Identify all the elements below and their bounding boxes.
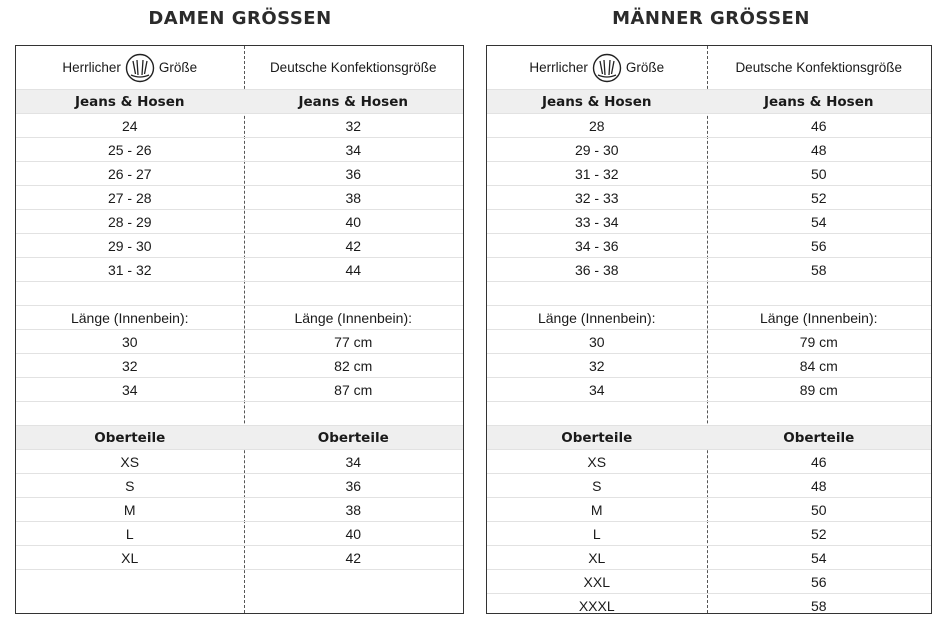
cell-deutsche: Länge (Innenbein): <box>759 309 878 326</box>
cell-herrlicher: 32 <box>121 357 138 374</box>
table-header-row <box>487 46 931 90</box>
cell-herrlicher: Oberteile <box>94 429 166 446</box>
cell-deutsche: 87 cm <box>334 381 373 398</box>
cell-deutsche: 46 <box>810 117 827 134</box>
table-row <box>487 210 931 234</box>
cell-herrlicher: XXL <box>583 573 610 590</box>
cell-deutsche: 89 cm <box>799 381 838 398</box>
cell-deutsche <box>243 570 463 594</box>
table-row <box>16 378 463 402</box>
cell-deutsche: 50 <box>810 165 827 182</box>
empty-row <box>16 282 463 306</box>
cell-deutsche: 48 <box>810 141 827 158</box>
cell-herrlicher: Jeans & Hosen <box>75 93 185 110</box>
cell-herrlicher: 26 - 27 <box>107 165 152 182</box>
cell-herrlicher: 28 <box>588 117 605 134</box>
cell-herrlicher: XS <box>587 453 607 470</box>
cell-deutsche: 58 <box>810 598 827 614</box>
cell-deutsche: Oberteile <box>317 429 389 446</box>
cell-deutsche: 40 <box>345 525 362 542</box>
table-row <box>16 258 463 282</box>
table-row <box>487 546 931 570</box>
cell-herrlicher: 31 - 32 <box>574 165 619 182</box>
damen-size-table <box>15 45 464 614</box>
table-row <box>487 330 931 354</box>
cell-herrlicher <box>487 402 707 425</box>
table-row <box>487 474 931 498</box>
cell-deutsche: 34 <box>345 453 362 470</box>
cell-herrlicher: Länge (Innenbein): <box>70 309 189 326</box>
cell-herrlicher <box>16 282 243 305</box>
herrlicher-logo-icon <box>592 53 622 83</box>
cell-deutsche: 50 <box>810 501 827 518</box>
cell-deutsche <box>243 282 463 305</box>
table-header-row <box>16 46 463 90</box>
cell-deutsche: 38 <box>345 501 362 518</box>
empty-row <box>16 402 463 426</box>
laenge-header-row <box>487 306 931 330</box>
cell-deutsche: Jeans & Hosen <box>764 93 874 110</box>
cell-deutsche: Deutsche Konfektionsgröße <box>735 60 903 75</box>
cell-herrlicher: L <box>125 525 134 542</box>
cell-deutsche <box>243 402 463 425</box>
table-row <box>487 378 931 402</box>
table-row <box>487 234 931 258</box>
empty-row <box>487 402 931 426</box>
cell-herrlicher: 25 - 26 <box>107 141 152 158</box>
table-row <box>487 522 931 546</box>
cell-herrlicher: S <box>592 477 602 494</box>
table-row <box>487 138 931 162</box>
cell-herrlicher: Länge (Innenbein): <box>537 309 656 326</box>
cell-herrlicher <box>487 282 707 305</box>
cell-deutsche: 36 <box>345 165 362 182</box>
cell-herrlicher: 27 - 28 <box>107 189 152 206</box>
cell-herrlicher <box>16 402 243 425</box>
cell-deutsche: 42 <box>345 237 362 254</box>
cell-herrlicher: 32 <box>588 357 605 374</box>
cell-deutsche: 48 <box>810 477 827 494</box>
cell-deutsche: 54 <box>810 549 827 566</box>
cell-deutsche: 58 <box>810 261 827 278</box>
cell-deutsche: 44 <box>345 261 362 278</box>
table-row <box>16 186 463 210</box>
cell-deutsche: 40 <box>345 213 362 230</box>
table-row <box>487 114 931 138</box>
cell-herrlicher: 33 - 34 <box>574 213 619 230</box>
cell-deutsche <box>707 282 932 305</box>
table-row <box>487 594 931 618</box>
cell-deutsche: Jeans & Hosen <box>298 93 408 110</box>
cell-herrlicher <box>16 570 243 594</box>
empty-row <box>16 570 463 594</box>
cell-herrlicher: M <box>590 501 603 518</box>
cell-deutsche: 54 <box>810 213 827 230</box>
table-row <box>16 498 463 522</box>
cell-herrlicher <box>487 46 707 89</box>
cell-herrlicher: 36 - 38 <box>574 261 619 278</box>
cell-deutsche: Oberteile <box>783 429 855 446</box>
laenge-header-row <box>16 306 463 330</box>
cell-herrlicher: XS <box>120 453 140 470</box>
damen-section-title: DAMEN GRÖSSEN <box>148 8 332 29</box>
cell-herrlicher: 29 - 30 <box>574 141 619 158</box>
brand-header <box>529 53 664 83</box>
cell-deutsche: 82 cm <box>334 357 373 374</box>
table-row <box>487 570 931 594</box>
jeans-header-row <box>487 90 931 114</box>
table-row <box>487 450 931 474</box>
cell-herrlicher <box>16 46 243 89</box>
cell-deutsche: Länge (Innenbein): <box>294 309 413 326</box>
cell-herrlicher: XL <box>121 549 139 566</box>
cell-herrlicher: XXXL <box>578 598 615 614</box>
brand-right-label: Größe <box>158 60 198 75</box>
cell-herrlicher: 32 - 33 <box>574 189 619 206</box>
oberteile-header-row <box>487 426 931 450</box>
table-row <box>16 450 463 474</box>
cell-deutsche: 36 <box>345 477 362 494</box>
table-row <box>487 354 931 378</box>
cell-herrlicher: M <box>123 501 136 518</box>
table-row <box>487 186 931 210</box>
cell-herrlicher: 29 - 30 <box>107 237 152 254</box>
table-row <box>16 210 463 234</box>
cell-herrlicher: 34 <box>121 381 138 398</box>
cell-deutsche: 46 <box>810 453 827 470</box>
cell-herrlicher: 30 <box>588 333 605 350</box>
brand-header <box>62 53 197 83</box>
cell-deutsche: 34 <box>345 141 362 158</box>
brand-right-label: Größe <box>625 60 665 75</box>
table-row <box>16 234 463 258</box>
table-row <box>16 138 463 162</box>
cell-deutsche <box>707 402 932 425</box>
cell-deutsche: 84 cm <box>799 357 838 374</box>
cell-herrlicher: 30 <box>121 333 138 350</box>
table-row <box>16 162 463 186</box>
cell-deutsche: 32 <box>345 117 362 134</box>
herrlicher-logo-icon <box>125 53 155 83</box>
cell-herrlicher: 28 - 29 <box>107 213 152 230</box>
table-row <box>16 354 463 378</box>
table-row <box>16 522 463 546</box>
cell-herrlicher: 24 <box>121 117 138 134</box>
oberteile-header-row <box>16 426 463 450</box>
cell-deutsche: 56 <box>810 573 827 590</box>
cell-deutsche: 38 <box>345 189 362 206</box>
table-row <box>16 474 463 498</box>
table-row <box>487 258 931 282</box>
jeans-header-row <box>16 90 463 114</box>
cell-herrlicher: S <box>125 477 135 494</box>
maenner-section-title: MÄNNER GRÖSSEN <box>612 8 810 29</box>
cell-deutsche: 56 <box>810 237 827 254</box>
cell-herrlicher: 34 <box>588 381 605 398</box>
table-row <box>16 114 463 138</box>
cell-herrlicher: Jeans & Hosen <box>542 93 652 110</box>
cell-deutsche: 52 <box>810 189 827 206</box>
table-row <box>487 162 931 186</box>
cell-herrlicher: 34 - 36 <box>574 237 619 254</box>
cell-deutsche: 77 cm <box>334 333 373 350</box>
cell-herrlicher: XL <box>588 549 606 566</box>
brand-left-label: Herrlicher <box>529 60 588 75</box>
cell-deutsche: 79 cm <box>799 333 838 350</box>
cell-herrlicher: Oberteile <box>561 429 633 446</box>
cell-deutsche: Deutsche Konfektionsgröße <box>269 60 437 75</box>
table-row <box>16 330 463 354</box>
table-row <box>487 498 931 522</box>
cell-herrlicher: 31 - 32 <box>107 261 152 278</box>
empty-row <box>487 282 931 306</box>
cell-deutsche: 52 <box>810 525 827 542</box>
maenner-size-table <box>486 45 932 614</box>
table-row <box>16 546 463 570</box>
cell-deutsche: 42 <box>345 549 362 566</box>
brand-left-label: Herrlicher <box>62 60 121 75</box>
cell-herrlicher: L <box>592 525 601 542</box>
